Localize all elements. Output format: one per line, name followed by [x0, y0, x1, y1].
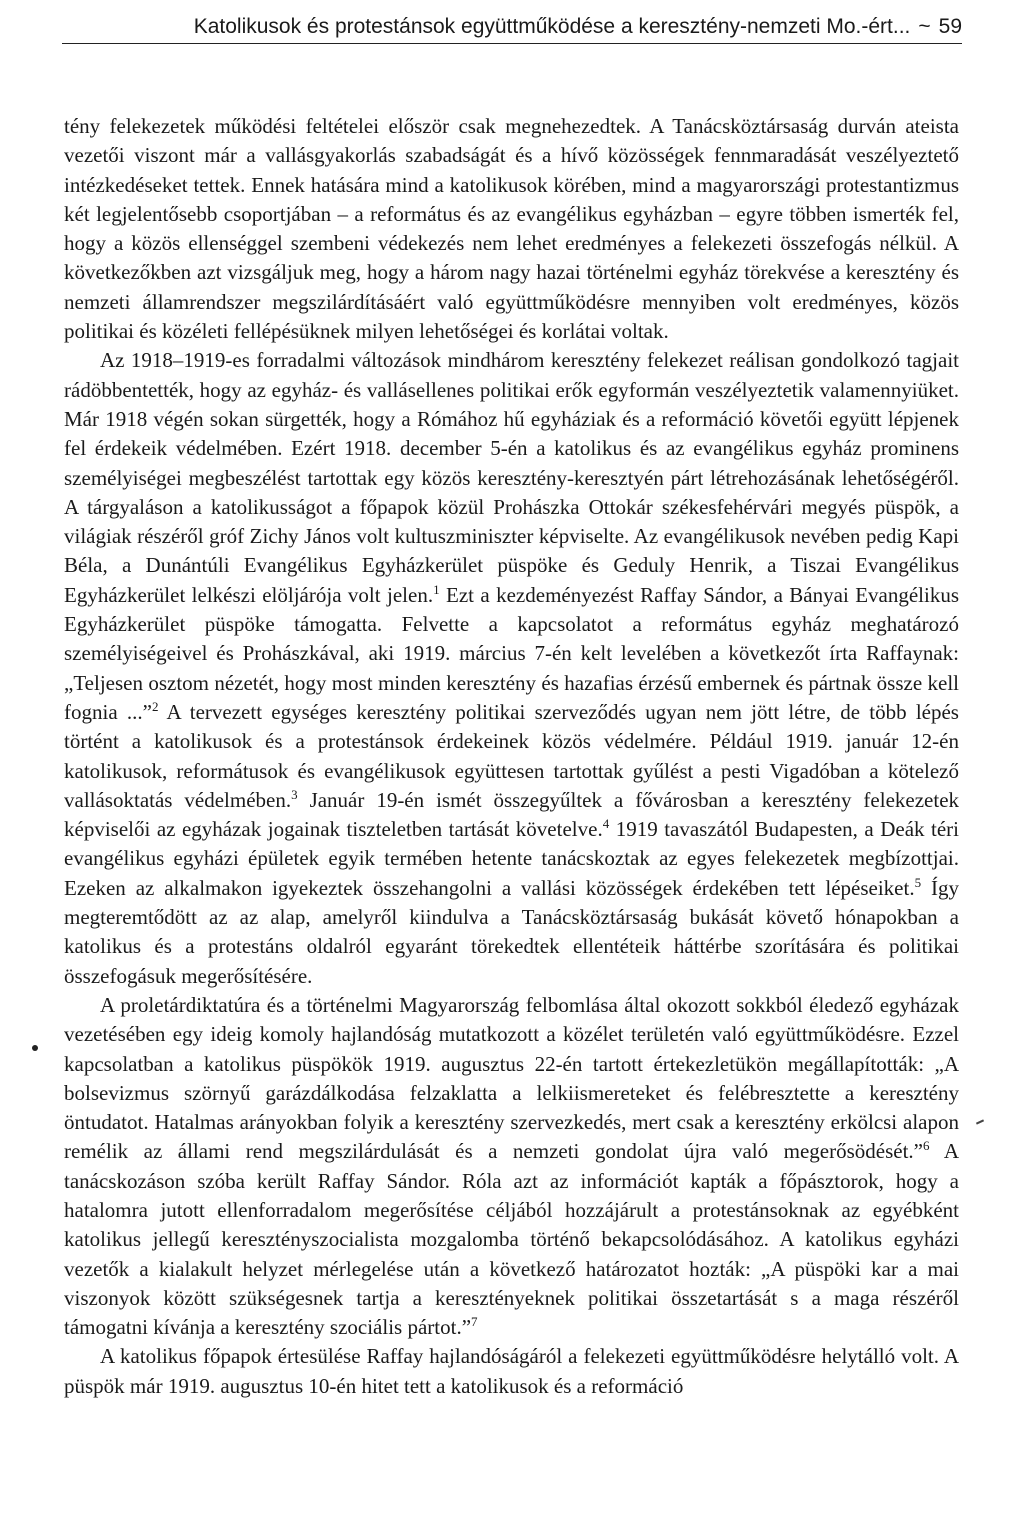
footnote-ref-6[interactable]: 6 — [923, 1138, 930, 1154]
footnote-ref-2[interactable]: 2 — [151, 698, 159, 714]
paragraph-2-part-e: 1919 tavaszától Budapesten, a Deák téri evangélikus egyházi épületek egyik termében hetente tanácskoztak az egyes felekezetek megbízottjai. Ezeken az alkalmakon igyekeztek összehangolni a vallási közösségek érdekében tett lépéseiket. — [64, 817, 959, 900]
footnote-ref-1[interactable]: 1 — [433, 581, 440, 597]
paragraph-2-part-b: Ezt a kezdeményezést Raffay Sándor, a Bányai Evangélikus Egyházkerület püspöke támogatta. Felvette a kapcsolatot a református egyház meghatározó személyiségeivel és Prohászkával, aki 1919. március 7-én kelt levelében a következőt írta Raffaynak: „Teljesen osztom nézetét, hogy most minden keresztény és hazafias érzésű embernek és pártnak össze kell fognia ...” — [64, 582, 960, 724]
header-line — [194, 14, 962, 40]
header-separator: ~ — [918, 15, 931, 38]
paragraph-2-part-c: A tervezett egységes keresztény politikai szerveződés ugyan nem jött létre, de több lépés történt a katolikusok és a protestánsok érdekeinek közös védelmére. Például 1919. január 12-én katolikusok, reformátusok és evangélikusok együttesen tartottak gyűlést a pesti Vigadóban a kötelező vallásoktatás védelmében. — [64, 699, 959, 812]
paragraph-4: A katolikus főpapok értesülése Raffay hajlandóságáról a felekezeti együttműködésre helytálló volt. A püspök már 1919. augusztus 10-én hitet tett a katolikusok és a reformáció — [64, 1344, 959, 1398]
footnote-ref-4[interactable]: 4 — [602, 816, 610, 832]
running-title: Katolikusok és protestánsok együttműködése a keresztény-nemzeti Mo.-ért... — [193, 15, 911, 38]
paragraph-2-part-d: Január 19-én ismét összegyűltek a fővárosban a keresztény felekezetek képviselői az egyházak jogainak tiszteletben tartását követelve. — [64, 787, 960, 842]
footnote-ref-7[interactable]: 7 — [471, 1314, 478, 1330]
paragraph-1: tény felekezetek működési feltételei először csak megnehezedtek. A Tanácsköztársaság durván ateista vezetői viszont már a vallásgyakorlás szabadságát és a hívő közösségek fennmaradását veszélyeztető intézkedéseket tettek. Ennek hatására mind a katolikusok körében, mind a magyarországi protestantizmus két legjelentősebb csoportjában – a református és az evangélikus egyházban – egyre többen ismerték fel, hogy a közös ellenséggel szembeni védekezés nem lehet eredményes a felekezeti összefogás nélkül. A következőkben azt vizsgáljuk meg, hogy a három nagy hazai történelmi egyház törekvése a keresztény és nemzeti államrendszer megszilárdításáért való együttműködésre mennyiben volt eredményes, közös politikai és közéleti fellépésüknek milyen lehetőségei és korlátai voltak. — [64, 114, 959, 344]
page-number: 59 — [938, 15, 962, 38]
margin-dot-mark — [32, 1045, 38, 1051]
footnote-ref-5[interactable]: 5 — [914, 874, 922, 890]
paragraph-2-part-f: Így megteremtődött az az alap, amelyről kiindulva a Tanácsköztársaság bukását követő hónapokban a katolikus és a protestáns oldalról egyaránt törekedtek ellentéteik háttérbe szorítására és politikai összefogásuk megerősítésére. — [64, 875, 959, 988]
paragraph-2-part-a: Az 1918–1919-es forradalmi változások mindhárom keresztény felekezet reálisan gondolkozó tagjait rádöbbentették, hogy az egyház- és vallásellenes politikai erők egyformán veszélyeztetik valamennyiüket. Már 1918 végén sokan sürgették, hogy a Rómához hű egyháziak és a reformáció követői együtt lépjenek fel érdekeik védelmében. Ezért 1918. december 5-én a katolikus és az evangélikus egyház prominens személyiségei megbeszélést tartottak egy közös keresztény-keresztyén párt létrehozásának lehetőségéről. A tárgyaláson a katolikusságot a főpapok közül Prohászka Ottokár székesfehérvári megyés püspök, a világiak részéről gróf Zichy János volt kultuszminiszter képviselte. Az evangélikusok nevében pedig Kapi Béla, a Dunántúli Evangélikus Egyházkerület püspöke és Geduly Henrik, a Tiszai Evangélikus Egyházkerület lelkészi elöljárója volt jelen. — [64, 348, 959, 607]
running-header — [62, 15, 962, 44]
body-text — [64, 112, 959, 1401]
paragraph-3 — [64, 991, 959, 1343]
paragraph-2 — [64, 346, 959, 991]
paragraph-3-part-a: A proletárdiktatúra és a történelmi Magyarország felbomlása által okozott sokkból éledező egyházak vezetésében egy ideig komoly hajlandóság mutatkozott a közélet területén való együttműködésre. Ezzel kapcsolatban a katolikus püspökök 1919. augusztus 22-én tartott értekezletükön megállapították: „A bolsevizmus szörnyű garázdálkodása felzaklatta a lelkiismereteket és felébresztette a keresztény öntudatot. Hatalmas arányokban folyik a keresztény szervezkedés, mert csak a keresztény erkölcsi alapon remélik az állami rend megszilárdulását és a nemzeti gondolat újra való megerősödését.” — [64, 992, 959, 1164]
margin-tick-mark — [976, 1119, 984, 1124]
paragraph-3-part-b: A tanácskozáson szóba került Raffay Sándor. Róla azt az információt kapták a főpásztorok, hogy a hatalomra jutott ellenforradalom megerősítése céljából hozzájárult a protestánsoknak az egyébként katolikus jellegű keresztényszocialista mozgalomba történő bekapcsolódásához. A katolikus egyházi vezetők a kialakult helyzet mérlegelése után a következő határozatot hozták: „A püspöki kar a mai viszonyok között szükségesnek tartja a keresztényeknek politikai összetartását s a maga részéről támogatni kívánja a keresztény szociális pártot.” — [64, 1139, 959, 1340]
footnote-ref-3[interactable]: 3 — [291, 786, 298, 802]
